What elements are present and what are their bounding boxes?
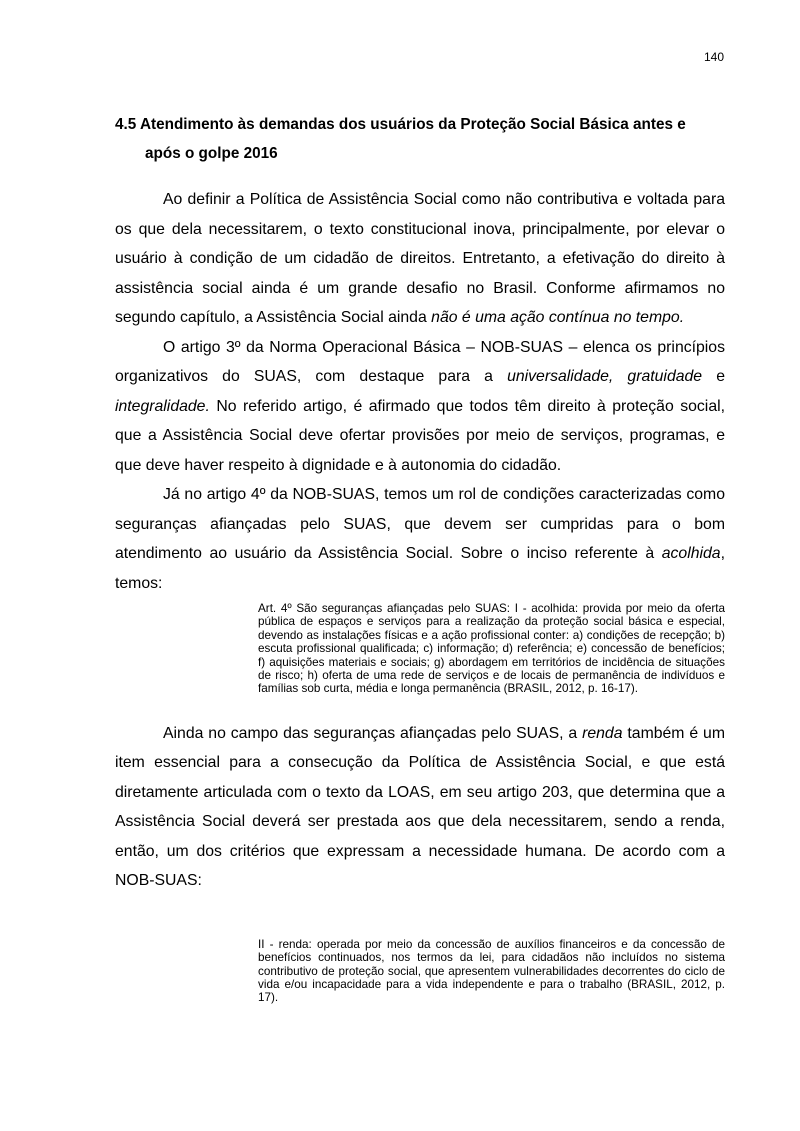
paragraph-3-emphasis: acolhida: [661, 545, 721, 562]
paragraph-2-text-a: O artigo 3º da Norma Operacional Básica – NOB-SUAS – elenca os princípios organizativos do SUAS, com destaque para a: [115, 338, 725, 385]
paragraph-2: [115, 333, 725, 481]
paragraph-4: [115, 719, 725, 896]
paragraph-2-emphasis-2: integralidade.: [115, 397, 210, 415]
paragraph-4-text-a: Ainda no campo das seguranças afiançadas pelo SUAS, a: [163, 724, 583, 742]
paragraph-1-emphasis: não é uma ação contínua no tempo.: [431, 309, 685, 326]
paragraph-1-text: Ao definir a Política de Assistência Social como não contributiva e voltada para os que dela necessitarem, o texto constitucional inova, principalmente, por elevar o usuário à condição de um cidadão de direitos. Entretanto, a efetivação do direito à assistência social ainda é um grande desafio no Brasil. Conforme afirmamos no segundo capítulo, a Assistência Social ainda: [115, 191, 725, 326]
paragraph-1: [115, 185, 725, 333]
page-number: 140: [703, 50, 724, 64]
paragraph-3-text-b: , temos:: [115, 545, 725, 592]
paragraph-2-text-c: No referido artigo, é afirmado que todos têm direito à proteção social, que a Assistência Social deve ofertar provisões por meio de serviços, programas, e que deve haver respeito à dignidade e à autonomia do cidadão.: [115, 397, 725, 474]
paragraph-3-text-a: Já no artigo 4º da NOB-SUAS, temos um rol de condições caracterizadas como seguranças afiançadas pelo SUAS, que devem ser cumpridas para o bom atendimento ao usuário da Assistência Social. Sobre o inciso referente à: [115, 486, 725, 562]
paragraph-2-emphasis-1: universalidade, gratuidade: [507, 368, 703, 385]
paragraph-4-emphasis: renda: [582, 724, 623, 742]
paragraph-3: [115, 480, 725, 598]
block-quote-2: II - renda: operada por meio da concessão de auxílios financeiros e da concessão de benefícios continuados, nos termos da lei, para cidadãos não incluídos no sistema contributivo de proteção social, que apresentem vulnerabilidades decorrentes do ciclo de vida e/ou incapacidade para a vida independente e para o trabalho (BRASIL, 2012, p. 17).: [258, 937, 725, 1005]
document-body: [115, 110, 725, 1005]
block-quote-1: Art. 4º São seguranças afiançadas pelo SUAS: I - acolhida: provida por meio da oferta pública de espaços e serviços para a realização da proteção social básica e especial, devendo as instalações físicas e a ação profissional conter: a) condições de recepção; b) escuta profissional qualificada; c) informação; d) referência; e) concessão de benefícios; f) aquisições materiais e sociais; g) abordagem em territórios de incidência de situações de risco; h) oferta de uma rede de serviços e de locais de permanência de indivíduos e famílias sob curta, média e longa permanência (BRASIL, 2012, p. 16-17).: [258, 602, 725, 696]
section-heading: 4.5 Atendimento às demandas dos usuários da Proteção Social Básica antes e após o golpe 2016: [115, 116, 686, 162]
paragraph-4-text-b: também é um item essencial para a consecução da Política de Assistência Social, e que está diretamente articulada com o texto da LOAS, em seu artigo 203, que determina que a Assistência Social deverá ser prestada aos que dela necessitarem, sendo a renda, então, um dos critérios que expressam a necessidade humana. De acordo com a NOB-SUAS:: [115, 724, 725, 890]
paragraph-2-text-b: e: [702, 368, 725, 385]
